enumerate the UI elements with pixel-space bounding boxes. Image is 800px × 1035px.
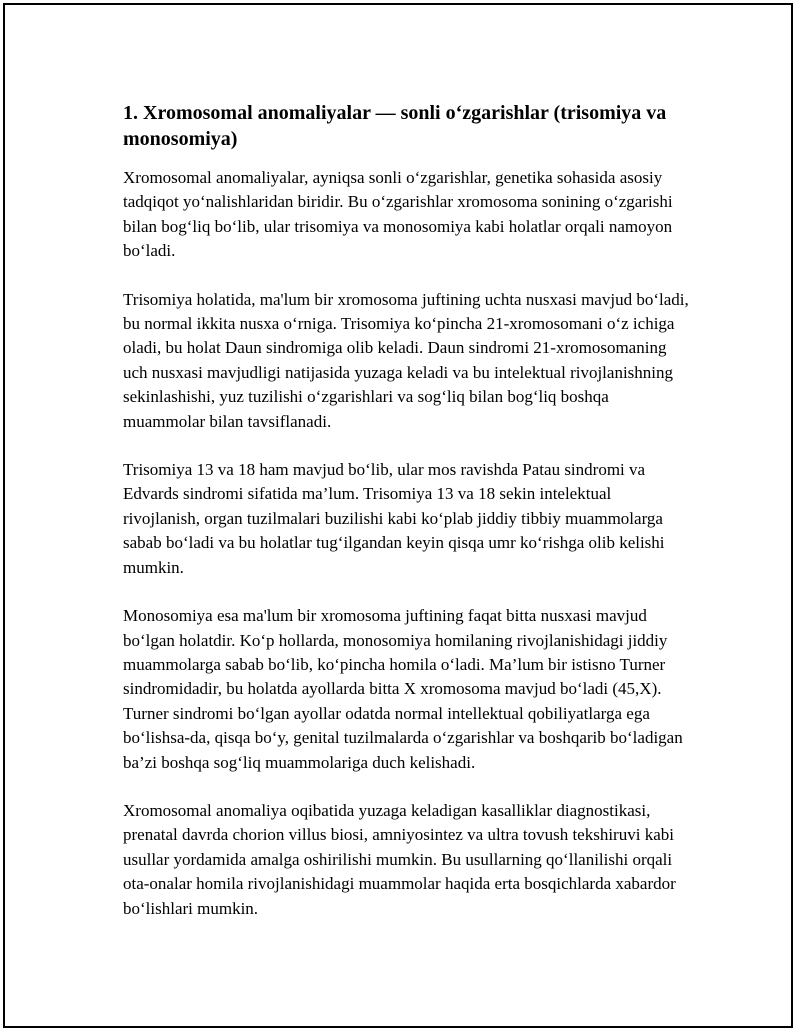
paragraph-trisomy-13-18: Trisomiya 13 va 18 ham mavjud bo‘lib, ular mos ravishda Patau sindromi va Edvards sindromi sifatida ma’lum. Trisomiya 13 va 18 sekin intelektual rivojlanish, organ tuzilmalari buzilishi kabi ko‘plab jiddiy tibbiy muammolarga sabab bo‘ladi va bu holatlar tug‘ilgandan keyin qisqa umr ko‘rishga olib kelishi mumkin. [123, 460, 665, 577]
paragraph-monosomy: Monosomiya esa ma'lum bir xromosoma juftining faqat bitta nusxasi mavjud bo‘lgan holatdir. Ko‘p hollarda, monosomiya homilaning rivojlanishidagi jiddiy muammolarga sabab bo‘lib, ko‘pincha homila o‘ladi. Ma’lum bir istisno Turner sindromidadir, bu holatda ayollarda bitta X xromosoma mavjud bo‘ladi (45,X). Turner sindromi bo‘lgan ayollar odatda normal intellektual qobiliyatlarga ega bo‘lishsa-da, qisqa bo‘y, genital tuzilmalarda o‘zgarishlar va boshqarib bo‘ladigan ba’zi boshqa sog‘liq muammolariga duch kelishadi. [123, 606, 683, 772]
paragraph-diagnostics: Xromosomal anomaliya oqibatida yuzaga keladigan kasalliklar diagnostikasi, prenatal davrda chorion villus biosi, amniyosintez va ultra tovush tekshiruvi kabi usullar yordamida amalga oshirilishi mumkin. Bu usullarning qo‘llanilishi orqali ota-onalar homila rivojlanishidagi muammolar haqida erta bosqichlarda xabardor bo‘lishlari mumkin. [123, 800, 676, 918]
paragraph-trisomy: Trisomiya holatida, ma'lum bir xromosoma juftining uchta nusxasi mavjud bo‘ladi, bu normal ikkita nusxa o‘rniga. Trisomiya ko‘pincha 21-xromosomani o‘z ichiga oladi, bu holat Daun sindromiga olib keladi. Daun sindromi 21-xromosomaning uch nusxasi mavjudligi natijasida yuzaga keladi va bu intelektual rivojlanishning sekinlashishi, yuz tuzilishi o‘zgarishlari va sog‘liq bilan bog‘liq boshqa muammolar bilan tavsiflanadi. [123, 289, 689, 431]
paragraph-intro: Xromosomal anomaliyalar, ayniqsa sonli o‘zgarishlar, genetika sohasida asosiy tadqiqot yo‘nalishlaridan biridir. Bu o‘zgarishlar xromosoma sonining o‘zgarishi bilan bog‘liq bo‘lib, ular trisomiya va monosomiya kabi holatlar orqali namoyon bo‘ladi. [123, 168, 673, 261]
section-heading: 1. Xromosomal anomaliyalar — sonli o‘zgarishlar (trisomiya va monosomiya) [123, 102, 667, 150]
document-body [123, 100, 691, 945]
page-frame [3, 3, 793, 1028]
